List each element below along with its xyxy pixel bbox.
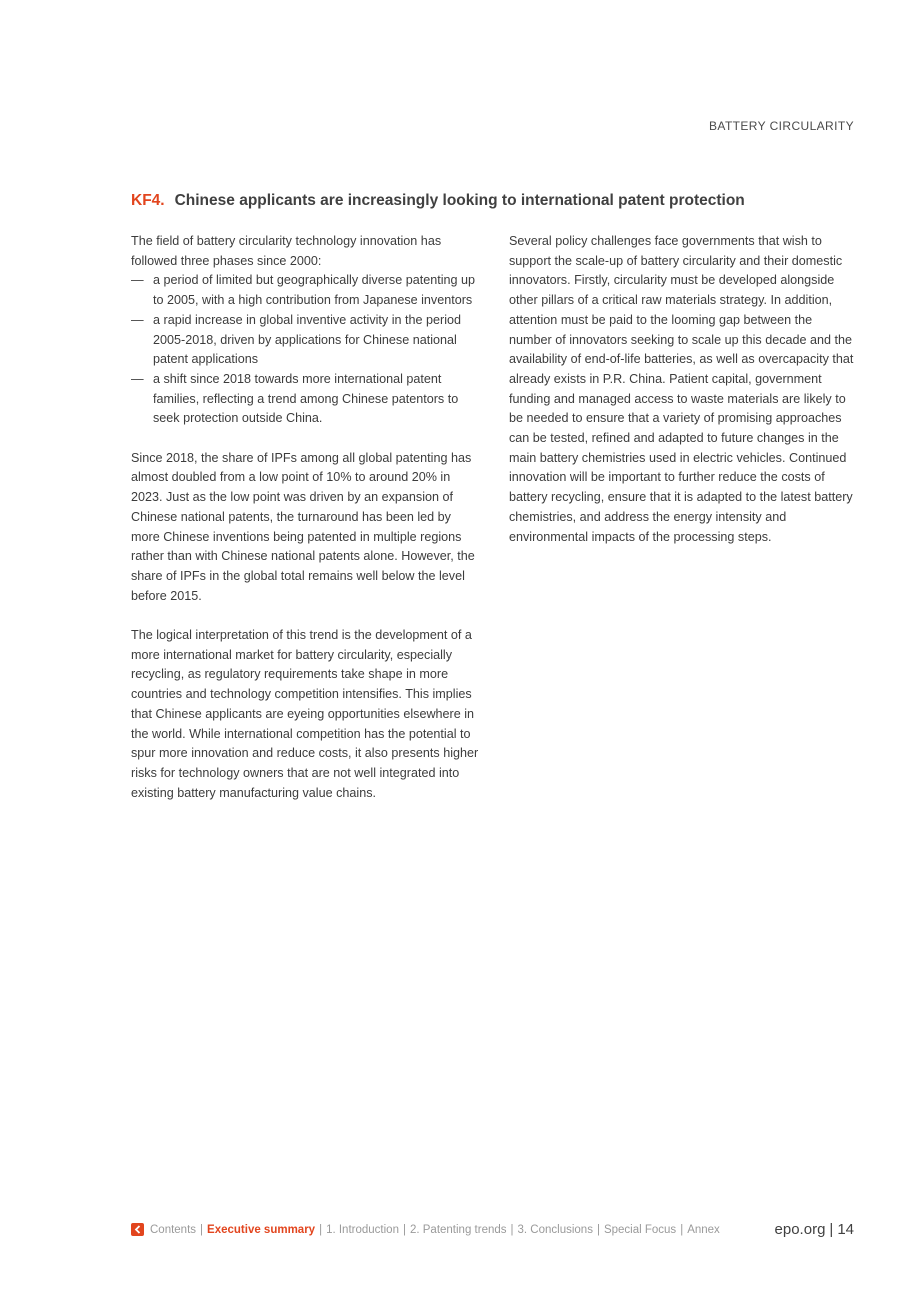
list-item: — a shift since 2018 towards more international patent families, reflecting a trend among Chinese patentors to seek protection outside China.	[131, 371, 459, 426]
nav-link-special-focus[interactable]: Special Focus	[603, 1223, 677, 1236]
list-item: — a rapid increase in global inventive activity in the period 2005-2018, driven by applications for Chinese national patent applications	[131, 312, 462, 367]
nav-link-patenting-trends[interactable]: 2. Patenting trends	[409, 1223, 507, 1236]
phase-list	[131, 271, 479, 429]
intro-paragraph: The field of battery circularity technology innovation has followed three phases since 2000:	[131, 234, 442, 268]
footer-navigation	[131, 1223, 720, 1236]
nav-separator: |	[402, 1223, 406, 1236]
nav-link-contents[interactable]: Contents	[150, 1223, 197, 1236]
section-label: BATTERY CIRCULARITY	[709, 119, 854, 133]
footer-separator: |	[829, 1221, 834, 1238]
nav-separator: |	[200, 1223, 204, 1236]
body-paragraph: Since 2018, the share of IPFs among all global patenting has almost doubled from a low point of 10% to around 20% in 2023. Just as the low point was driven by an expansion of Chinese national patents, the turnaround has been led by more Chinese inventions being patented in multiple regions rather than with Chinese national patents alone. However, the share of IPFs in the global total remains well below the level before 2015.	[131, 450, 475, 603]
heading-title: Chinese applicants are increasingly looking to international patent protection	[174, 192, 745, 209]
nav-separator: |	[680, 1223, 684, 1236]
nav-separator: |	[319, 1223, 323, 1236]
body-paragraph: The logical interpretation of this trend is the development of a more international market for battery circularity, especially recycling, as regulatory requirements take shape in more countries and technology competition intensifies. This implies that Chinese applicants are eyeing opportunities elsewhere in the world. While international competition has the potential to spur more innovation and reduce costs, it also presents higher risks for technology owners that are not well integrated into existing battery manufacturing value chains.	[131, 628, 479, 800]
heading-prefix: KF4.	[131, 192, 165, 209]
site-link[interactable]: epo.org	[774, 1221, 826, 1238]
nav-separator: |	[596, 1223, 600, 1236]
chevron-left-icon[interactable]	[131, 1223, 144, 1236]
nav-link-introduction[interactable]: 1. Introduction	[326, 1223, 399, 1236]
list-item: — a period of limited but geographically diverse patenting up to 2005, with a high contribution from Japanese inventors	[131, 273, 476, 308]
page-number: 14	[837, 1221, 854, 1238]
section-heading	[131, 192, 871, 210]
nav-separator: |	[510, 1223, 514, 1236]
nav-link-executive-summary[interactable]: Executive summary	[207, 1223, 316, 1236]
nav-link-conclusions[interactable]: 3. Conclusions	[517, 1223, 593, 1236]
left-column	[131, 232, 479, 803]
right-column	[509, 232, 857, 547]
nav-link-annex[interactable]: Annex	[687, 1223, 720, 1236]
dash-bullet-icon: —	[131, 312, 144, 327]
page-footer	[131, 1221, 854, 1241]
dash-bullet-icon: —	[131, 371, 144, 386]
dash-bullet-icon: —	[131, 273, 144, 288]
body-paragraph: Several policy challenges face governments that wish to support the scale-up of battery circularity and their domestic innovators. Firstly, circularity must be developed alongside other pillars of a critical raw materials strategy. In addition, attention must be paid to the looming gap between the number of innovators seeking to scale up this decade and the availability of end-of-life batteries, as well as overcapacity that already exists in P.R. China. Patient capital, government funding and managed access to waste materials are likely to be needed to ensure that a variety of promising approaches can be tested, refined and adapted to future changes in the main battery chemistries used in electric vehicles. Continued innovation will be important to further reduce the costs of battery recycling, ensure that it is adapted to the latest battery chemistries, and address the energy intensity and environmental impacts of the processing steps.	[509, 234, 854, 544]
page-info	[775, 1221, 854, 1238]
